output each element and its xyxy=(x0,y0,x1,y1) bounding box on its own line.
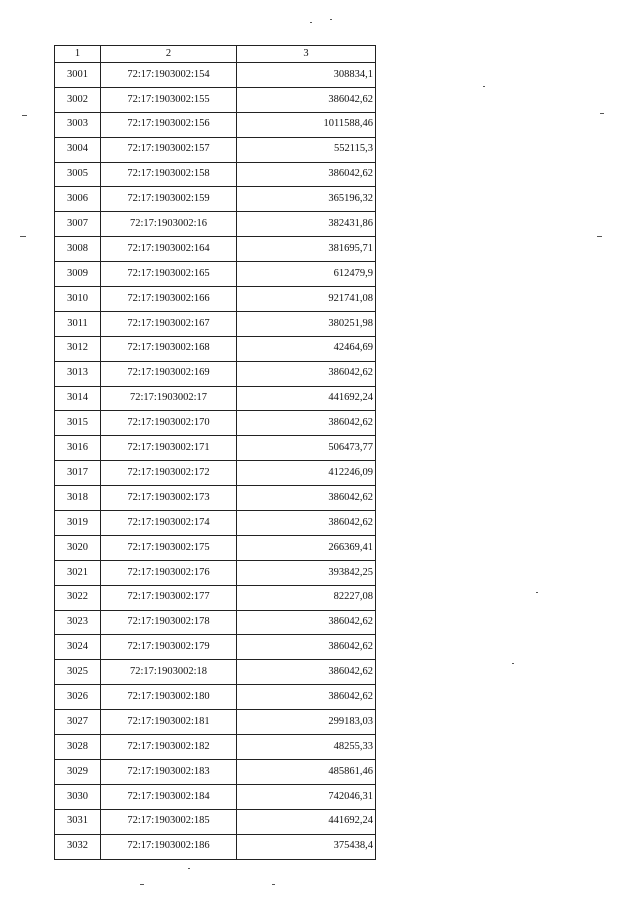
cadastral-number: 72:17:1903002:177 xyxy=(101,585,237,610)
table-row xyxy=(55,137,376,162)
cadastral-number: 72:17:1903002:154 xyxy=(101,63,237,88)
cadastral-value: 441692,24 xyxy=(237,386,376,411)
row-number: 3014 xyxy=(55,386,101,411)
cadastral-number: 72:17:1903002:17 xyxy=(101,386,237,411)
cadastral-value: 386042,62 xyxy=(237,361,376,386)
table-row xyxy=(55,237,376,262)
table-row xyxy=(55,411,376,436)
cadastral-number: 72:17:1903002:164 xyxy=(101,237,237,262)
cadastral-number: 72:17:1903002:174 xyxy=(101,511,237,536)
cadastral-number: 72:17:1903002:157 xyxy=(101,137,237,162)
cadastral-value: 485861,46 xyxy=(237,759,376,784)
row-number: 3002 xyxy=(55,87,101,112)
cadastral-value: 412246,09 xyxy=(237,461,376,486)
cadastral-value: 380251,98 xyxy=(237,311,376,336)
row-number: 3022 xyxy=(55,585,101,610)
table-header xyxy=(55,46,376,63)
row-number: 3006 xyxy=(55,187,101,212)
table-row xyxy=(55,187,376,212)
cadastral-number: 72:17:1903002:173 xyxy=(101,486,237,511)
table-row xyxy=(55,535,376,560)
scan-speck xyxy=(20,236,26,237)
cadastral-number: 72:17:1903002:172 xyxy=(101,461,237,486)
cadastral-number: 72:17:1903002:16 xyxy=(101,212,237,237)
scan-speck xyxy=(272,884,275,885)
table-row xyxy=(55,262,376,287)
scan-speck xyxy=(140,884,144,885)
cadastral-number: 72:17:1903002:183 xyxy=(101,759,237,784)
cadastral-value: 441692,24 xyxy=(237,809,376,834)
cadastral-value: 48255,33 xyxy=(237,735,376,760)
header-col-3: 3 xyxy=(237,46,376,63)
table-row xyxy=(55,635,376,660)
table-row xyxy=(55,436,376,461)
table-row xyxy=(55,809,376,834)
cadastral-number: 72:17:1903002:156 xyxy=(101,112,237,137)
cadastral-value: 386042,62 xyxy=(237,685,376,710)
cadastral-value: 266369,41 xyxy=(237,535,376,560)
table-row xyxy=(55,212,376,237)
cadastral-value: 1011588,46 xyxy=(237,112,376,137)
row-number: 3027 xyxy=(55,710,101,735)
table-row xyxy=(55,162,376,187)
cadastral-number: 72:17:1903002:155 xyxy=(101,87,237,112)
cadastral-value: 386042,62 xyxy=(237,660,376,685)
cadastral-value: 382431,86 xyxy=(237,212,376,237)
row-number: 3011 xyxy=(55,311,101,336)
row-number: 3032 xyxy=(55,834,101,859)
table-body xyxy=(55,63,376,860)
cadastral-number: 72:17:1903002:166 xyxy=(101,287,237,312)
row-number: 3021 xyxy=(55,560,101,585)
cadastral-value: 921741,08 xyxy=(237,287,376,312)
table-row xyxy=(55,560,376,585)
table-row xyxy=(55,461,376,486)
row-number: 3001 xyxy=(55,63,101,88)
scan-speck xyxy=(310,22,312,23)
cadastral-number: 72:17:1903002:168 xyxy=(101,336,237,361)
row-number: 3016 xyxy=(55,436,101,461)
table-row xyxy=(55,585,376,610)
cadastral-value: 365196,32 xyxy=(237,187,376,212)
cadastral-number: 72:17:1903002:175 xyxy=(101,535,237,560)
table-row xyxy=(55,710,376,735)
row-number: 3009 xyxy=(55,262,101,287)
row-number: 3005 xyxy=(55,162,101,187)
row-number: 3019 xyxy=(55,511,101,536)
cadastral-value: 381695,71 xyxy=(237,237,376,262)
cadastral-number: 72:17:1903002:186 xyxy=(101,834,237,859)
scan-speck xyxy=(330,19,332,20)
scan-speck xyxy=(512,663,514,664)
row-number: 3013 xyxy=(55,361,101,386)
cadastral-number: 72:17:1903002:159 xyxy=(101,187,237,212)
table-row xyxy=(55,361,376,386)
header-col-2: 2 xyxy=(101,46,237,63)
scan-speck xyxy=(188,868,190,869)
scan-speck xyxy=(597,236,602,237)
table-row xyxy=(55,685,376,710)
cadastral-number: 72:17:1903002:179 xyxy=(101,635,237,660)
cadastral-value: 742046,31 xyxy=(237,784,376,809)
row-number: 3030 xyxy=(55,784,101,809)
table-row xyxy=(55,287,376,312)
cadastral-number: 72:17:1903002:170 xyxy=(101,411,237,436)
cadastral-number: 72:17:1903002:167 xyxy=(101,311,237,336)
cadastral-number: 72:17:1903002:182 xyxy=(101,735,237,760)
scan-speck xyxy=(600,113,604,114)
scan-speck xyxy=(483,86,485,87)
cadastral-value: 375438,4 xyxy=(237,834,376,859)
cadastral-value: 386042,62 xyxy=(237,610,376,635)
table-row xyxy=(55,759,376,784)
cadastral-value: 299183,03 xyxy=(237,710,376,735)
table-row xyxy=(55,336,376,361)
table-row xyxy=(55,63,376,88)
row-number: 3018 xyxy=(55,486,101,511)
cadastral-value: 386042,62 xyxy=(237,162,376,187)
row-number: 3008 xyxy=(55,237,101,262)
row-number: 3023 xyxy=(55,610,101,635)
cadastral-value: 386042,62 xyxy=(237,411,376,436)
row-number: 3010 xyxy=(55,287,101,312)
table-row xyxy=(55,486,376,511)
cadastral-value: 386042,62 xyxy=(237,87,376,112)
cadastral-number: 72:17:1903002:180 xyxy=(101,685,237,710)
cadastral-value: 506473,77 xyxy=(237,436,376,461)
row-number: 3020 xyxy=(55,535,101,560)
cadastral-number: 72:17:1903002:184 xyxy=(101,784,237,809)
table-row xyxy=(55,511,376,536)
cadastral-number: 72:17:1903002:18 xyxy=(101,660,237,685)
row-number: 3026 xyxy=(55,685,101,710)
row-number: 3004 xyxy=(55,137,101,162)
row-number: 3024 xyxy=(55,635,101,660)
cadastral-number: 72:17:1903002:176 xyxy=(101,560,237,585)
scan-speck xyxy=(536,592,538,593)
table-row xyxy=(55,112,376,137)
table-row xyxy=(55,660,376,685)
scan-speck xyxy=(22,115,27,116)
cadastral-value: 393842,25 xyxy=(237,560,376,585)
table-row xyxy=(55,784,376,809)
cadastral-value: 386042,62 xyxy=(237,635,376,660)
row-number: 3015 xyxy=(55,411,101,436)
row-number: 3028 xyxy=(55,735,101,760)
cadastral-value: 386042,62 xyxy=(237,486,376,511)
cadastral-number: 72:17:1903002:181 xyxy=(101,710,237,735)
header-col-1: 1 xyxy=(55,46,101,63)
cadastral-value: 308834,1 xyxy=(237,63,376,88)
cadastral-number: 72:17:1903002:171 xyxy=(101,436,237,461)
cadastral-value-table xyxy=(54,45,376,860)
table-row xyxy=(55,610,376,635)
cadastral-value: 42464,69 xyxy=(237,336,376,361)
row-number: 3031 xyxy=(55,809,101,834)
cadastral-number: 72:17:1903002:169 xyxy=(101,361,237,386)
table-row xyxy=(55,87,376,112)
cadastral-value: 386042,62 xyxy=(237,511,376,536)
cadastral-number: 72:17:1903002:185 xyxy=(101,809,237,834)
table-row xyxy=(55,735,376,760)
row-number: 3007 xyxy=(55,212,101,237)
row-number: 3012 xyxy=(55,336,101,361)
table-row xyxy=(55,311,376,336)
row-number: 3025 xyxy=(55,660,101,685)
cadastral-value: 82227,08 xyxy=(237,585,376,610)
table-row xyxy=(55,386,376,411)
row-number: 3003 xyxy=(55,112,101,137)
cadastral-value: 612479,9 xyxy=(237,262,376,287)
table-row xyxy=(55,834,376,859)
row-number: 3029 xyxy=(55,759,101,784)
cadastral-value: 552115,3 xyxy=(237,137,376,162)
cadastral-number: 72:17:1903002:165 xyxy=(101,262,237,287)
cadastral-number: 72:17:1903002:158 xyxy=(101,162,237,187)
cadastral-number: 72:17:1903002:178 xyxy=(101,610,237,635)
row-number: 3017 xyxy=(55,461,101,486)
